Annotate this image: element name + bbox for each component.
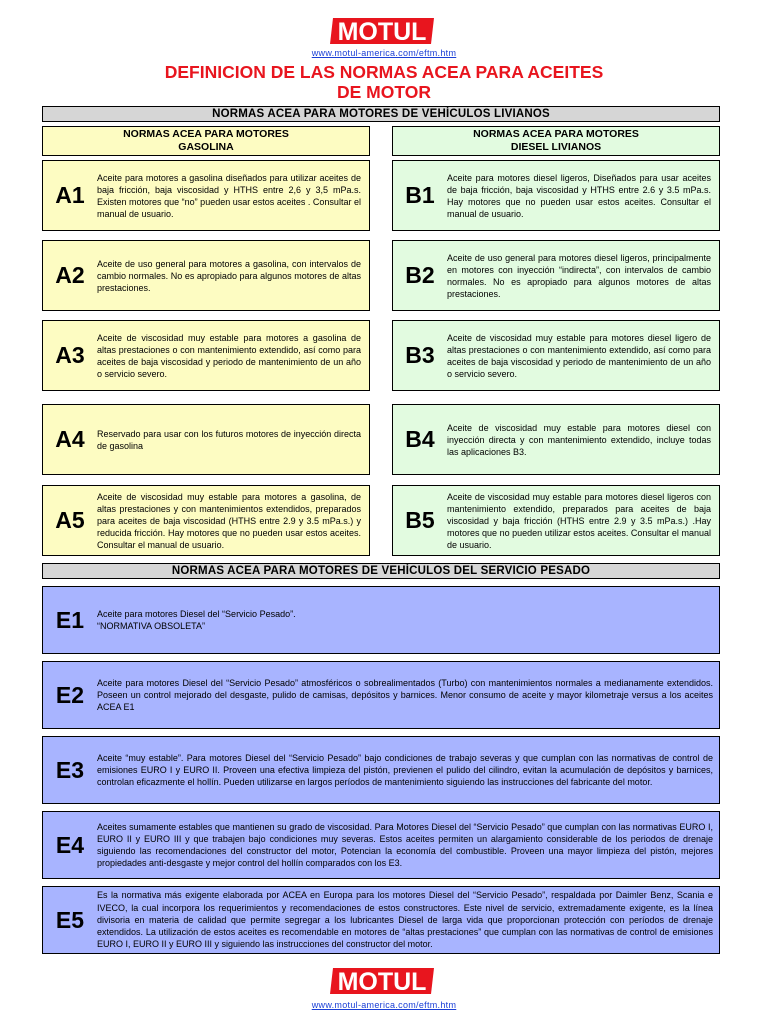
diesel-column-header: [392, 126, 720, 156]
footer-link[interactable]: www.motul-america.com/eftm.htm: [311, 1000, 457, 1010]
norm-card-b2: [392, 240, 720, 311]
heavy-section-title: NORMAS ACEA PARA MOTORES DE VEHÍCULOS DEL SERVICIO PESADO: [42, 563, 720, 579]
norm-description: Aceite de viscosidad muy estable para motores diesel con inyección directa y con mantenimiento extendido, incluye todas las aplicaciones B3.: [447, 422, 711, 457]
norm-card-b1: [392, 160, 720, 231]
norm-card-a5: [42, 485, 370, 556]
norm-card-b3: [392, 320, 720, 391]
norm-code: A2: [55, 262, 85, 288]
motul-logo-graphic: [327, 14, 440, 48]
logo-wordmark: MOTUL: [337, 18, 427, 46]
norm-description: Aceite de viscosidad muy estable para motores diesel ligero de altas prestaciones o con mantenimiento extendido, así como para aceites de baja viscosidad y periodo de mantenimiento de un año o servicio severo.: [447, 332, 711, 379]
norm-card-e1: [42, 586, 720, 654]
norm-description: Aceite para motores diesel ligeros, Diseñados para usar aceites de baja fricción, baja viscosidad y HTHS entre 2.6 y 3.5 mPa.s. Hay motores que no pueden usar estos aceites. Consultar el manual de usuario.: [447, 172, 711, 219]
norm-card-b5: [392, 485, 720, 556]
header-link[interactable]: www.motul-america.com/eftm.htm: [311, 48, 457, 58]
norm-code: B5: [405, 507, 435, 533]
norm-description: Aceite de uso general para motores a gasolina, con intervalos de cambio normales. No es apropiado para algunos motores de altas prestaciones.: [97, 258, 361, 293]
norm-card-e4: [42, 811, 720, 879]
gasoline-column-header: [42, 126, 370, 156]
norm-description: Aceites sumamente estables que mantienen su grado de viscosidad. Para Motores Diesel del “Servicio Pesado” que cumplan con las normativas EURO I, EURO II y EURO III y que trabajen bajo condiciones muy severas. Estos aceites permiten un alargamiento considerable de los periodos de drenaje siguiendo las recomendaciones del constructor del motor, Potencian la economía del combustible. Proveen una mayor limpieza del pistón, mejores propiedades anti-desgaste y mejor control del hollín comparados con los E3.: [97, 821, 713, 869]
norm-code: E2: [55, 681, 85, 708]
norm-card-e2: [42, 661, 720, 729]
diesel-header-line-2: DIESEL LIVIANOS: [510, 141, 602, 153]
norm-description: Aceite de viscosidad muy estable para motores a gasolina de altas prestaciones o con mantenimiento extendido, así como para aceites de baja viscosidad y periodo de mantenimiento de un año o servicio severo.: [97, 332, 361, 379]
norm-code: B4: [405, 426, 435, 452]
norm-code: A1: [55, 182, 85, 208]
obsolete-note: “NORMATIVA OBSOLETA”: [97, 621, 206, 631]
page-title: [0, 62, 768, 102]
norm-code: B2: [405, 262, 435, 288]
norm-card-a2: [42, 240, 370, 311]
norm-code: A3: [55, 342, 85, 368]
norm-description: Aceite para motores Diesel del “Servicio Pesado” atmosféricos o sobrealimentados (Turbo) con mantenimientos normales a medianamente extendidos. Poseen un control mejorado del desgaste, pulido de camisas, depósitos y barnices. Menor consumo de aceite y mayor kilometraje versus a los aceites ACEA E1: [97, 677, 713, 713]
light-section-title: NORMAS ACEA PARA MOTORES DE VEHÍCULOS LIVIANOS: [42, 106, 720, 122]
gasoline-header-line-1: NORMAS ACEA PARA MOTORES: [123, 128, 289, 140]
gasoline-header-line-2: GASOLINA: [178, 141, 234, 153]
diesel-header-line-1: NORMAS ACEA PARA MOTORES: [473, 128, 639, 140]
norm-description: Aceite de viscosidad muy estable para motores diesel ligeros con mantenimiento extendido, preparados para aceites de baja viscosidad y baja fricción (HTHS entre 2.9 y 3.5 mPa.s.) .Hay motores que no pueden utilizar estos aceites. Consultar el manual de usuario.: [447, 491, 711, 550]
norm-code: B1: [405, 182, 435, 208]
norm-description: Aceite de viscosidad muy estable para motores a gasolina, de altas prestaciones y con mantenimientos extendidos, preparados para aceites de baja viscosidad (HTHS entre 2.9 y 3.5 mPa.s.) y reducida fricción. Hay motores que no pueden usar estos aceites. Consultar el manual de usuario.: [97, 491, 361, 550]
norm-card-a3: [42, 320, 370, 391]
norm-description: Aceite para motores a gasolina diseñados para utilizar aceites de baja fricción, baja viscosidad y HTHS entre 2,6 y 3,5 mPa.s. Existen motores que “no” pueden usar estos aceites . Consultar el manual de usuario.: [97, 172, 361, 219]
norm-description: Aceite de uso general para motores diesel ligeros, principalmente en motores con inyección “indirecta”, con intervalos de cambio normales. No es apropiado para algunos motores de altas prestaciones.: [447, 252, 711, 299]
norm-code: A5: [55, 507, 85, 533]
norm-code: E1: [55, 606, 85, 633]
footer-motul-logo: [327, 964, 440, 998]
motul-logo: [327, 14, 440, 48]
norm-code: E4: [55, 831, 85, 858]
norm-card-e5: [42, 886, 720, 954]
norm-description: Reservado para usar con los futuros motores de inyección directa de gasolina: [97, 428, 361, 451]
norm-code: A4: [55, 426, 85, 452]
norm-card-e3: [42, 736, 720, 804]
norm-description-line: Aceite para motores Diesel del “Servicio Pesado”.: [97, 608, 296, 619]
title-line-1: DEFINICION DE LAS NORMAS ACEA PARA ACEITES: [164, 62, 604, 82]
norm-description: [97, 608, 719, 632]
norm-description: Aceite “muy estable”. Para motores Diesel del “Servicio Pesado” bajo condiciones de trabajo severas y que cumplan con las normativas de control de emisiones EURO I y EURO II. Proveen una efectiva limpieza del pistón, previenen el pulido del cilindro, evitan la acumulación de depósitos y barnices, controlan eficazmente el hollín. Pueden utilizarse en largos períodos de mantenimiento siguiendo las instrucciones del fabricante del motor.: [97, 752, 713, 788]
norm-code: E3: [55, 756, 85, 783]
norm-card-a4: [42, 404, 370, 475]
motul-logo-graphic: [327, 964, 440, 998]
norm-code: E5: [55, 906, 85, 933]
logo-wordmark: MOTUL: [337, 968, 427, 996]
norm-code: B3: [405, 342, 435, 368]
norm-card-b4: [392, 404, 720, 475]
norm-description: Es la normativa más exigente elaborada por ACEA en Europa para los motores Diesel del “Servicio Pesado”, respaldada por Daimler Benz, Scania e IVECO, la cual incorpora los requerimientos y recomendaciones de estos constructores. Este nivel de servicio, extremadamente exigente, es la línea divisoria en materia de calidad que permite segregar a los lubricantes Diesel de larga vida que proporcionan protección con períodos de drenaje extendidos. La utilización de estos aceites es recomendable en motores de “altas prestaciones” que cumplan con las normativas de control de emisiones EURO I, EURO II y EURO III y siguiendo las instrucciones del constructor del motor.: [97, 890, 713, 950]
title-line-2: DE MOTOR: [337, 82, 431, 102]
norm-card-a1: [42, 160, 370, 231]
